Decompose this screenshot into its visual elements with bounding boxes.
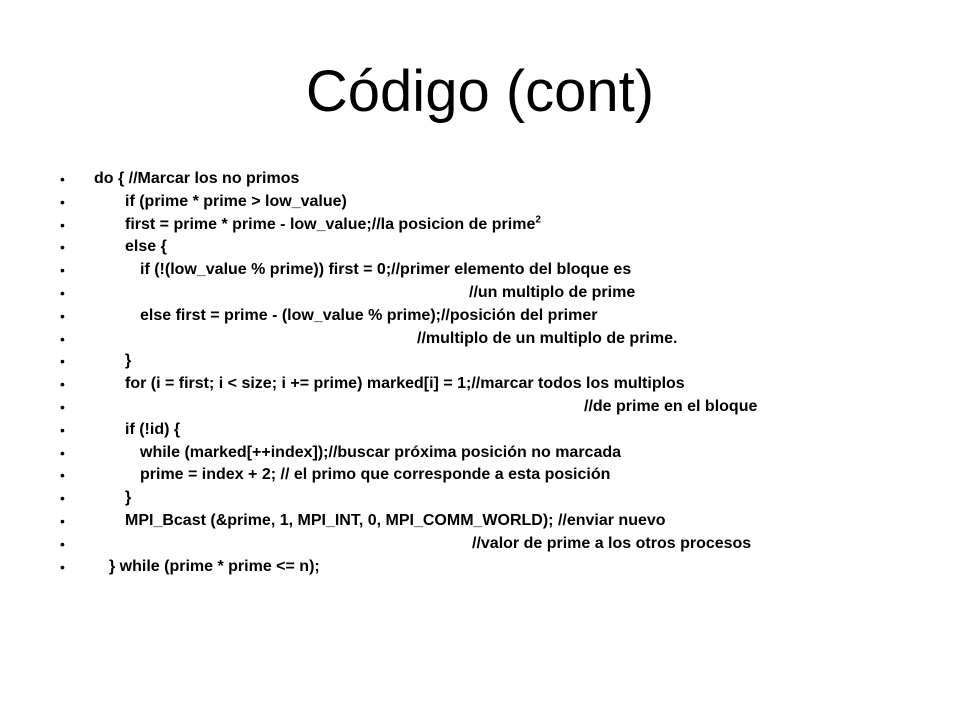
code-line	[0, 373, 960, 396]
bullet-marker: •	[60, 171, 65, 187]
slide-title: Código (cont)	[305, 59, 655, 124]
code-line-content: //valor de prime a los otros procesos	[472, 534, 752, 552]
code-line	[0, 510, 960, 533]
code-line-content: if (!(low_value % prime)) first = 0;//primer elemento del bloque es	[140, 261, 632, 279]
bullet-marker: •	[60, 262, 65, 279]
bullet-marker: •	[60, 558, 65, 575]
code-line-content: for (i = first; i < size; i += prime) marked[i] = 1;//marcar todos los multiplos	[125, 375, 685, 393]
code-line	[0, 419, 960, 442]
code-line-content: //de prime en el bloque	[584, 397, 758, 415]
code-line-text	[140, 442, 621, 465]
code-line-text	[125, 487, 131, 510]
code-line	[0, 556, 960, 579]
code-line-text	[584, 396, 757, 419]
code-line	[0, 259, 960, 282]
code-line	[0, 533, 960, 556]
code-line-content: else first = prime - (low_value % prime);//posición del primer	[140, 306, 598, 324]
bullet-marker: •	[60, 398, 65, 415]
code-line-content: //multiplo de un multiplo de prime.	[417, 329, 678, 347]
code-line	[0, 191, 960, 214]
bullet-marker: •	[60, 512, 65, 529]
code-line-text	[140, 464, 610, 487]
code-line-content: }	[125, 352, 132, 370]
code-line	[0, 282, 960, 305]
code-line	[0, 214, 960, 237]
code-line-content: prime = index + 2; // el primo que corresponde a esta posición	[140, 466, 611, 484]
code-line	[0, 396, 960, 419]
code-line	[0, 487, 960, 510]
code-line	[0, 350, 960, 373]
code-line-content: }	[125, 489, 132, 507]
code-line-text	[125, 214, 541, 237]
code-line-text	[417, 328, 677, 351]
bullet-marker: •	[60, 284, 65, 301]
bullet-marker: •	[60, 239, 65, 256]
code-line-content: first = prime * prime - low_value;//la posicion de prime	[125, 215, 536, 233]
code-line	[0, 168, 960, 191]
code-line-text	[125, 373, 685, 396]
code-line-text	[140, 305, 597, 328]
code-line-text	[94, 168, 299, 191]
code-line-content: if (!id) {	[125, 420, 181, 438]
code-line-text	[125, 236, 167, 259]
code-line-text	[125, 510, 666, 533]
code-line	[0, 464, 960, 487]
code-line-text	[125, 191, 347, 214]
code-line	[0, 236, 960, 259]
code-line-content: //un multiplo de prime	[469, 283, 636, 301]
bullet-marker: •	[60, 535, 65, 552]
code-line-text	[472, 533, 751, 556]
code-line-text	[140, 259, 631, 282]
code-line-content: if (prime * prime > low_value)	[125, 192, 347, 210]
code-line-text	[109, 556, 320, 579]
bullet-marker: •	[60, 376, 65, 393]
bullet-marker: •	[60, 307, 65, 324]
code-line-content: else {	[125, 238, 167, 256]
code-line-content: } while (prime * prime <= n);	[109, 557, 320, 575]
code-line-content: MPI_Bcast (&prime, 1, MPI_INT, 0, MPI_COMM_WORLD); //enviar nuevo	[125, 511, 666, 529]
bullet-marker: •	[60, 467, 65, 484]
bullet-marker: •	[60, 330, 65, 347]
code-line-text	[125, 350, 131, 373]
code-line	[0, 305, 960, 328]
code-line-text	[469, 282, 635, 305]
bullet-marker: •	[60, 444, 65, 461]
bullet-marker: •	[60, 421, 65, 438]
code-line-content: do { //Marcar los no primos	[94, 170, 300, 187]
code-line	[0, 442, 960, 465]
bullet-marker: •	[60, 353, 65, 370]
code-line-content: while (marked[++index]);//buscar próxima posición no marcada	[140, 443, 622, 461]
code-line	[0, 328, 960, 351]
code-bullet-list	[0, 168, 960, 578]
bullet-marker: •	[60, 216, 65, 233]
superscript-exponent: 2	[535, 214, 541, 226]
code-line-text	[125, 419, 180, 442]
bullet-marker: •	[60, 490, 65, 507]
bullet-marker: •	[60, 193, 65, 210]
